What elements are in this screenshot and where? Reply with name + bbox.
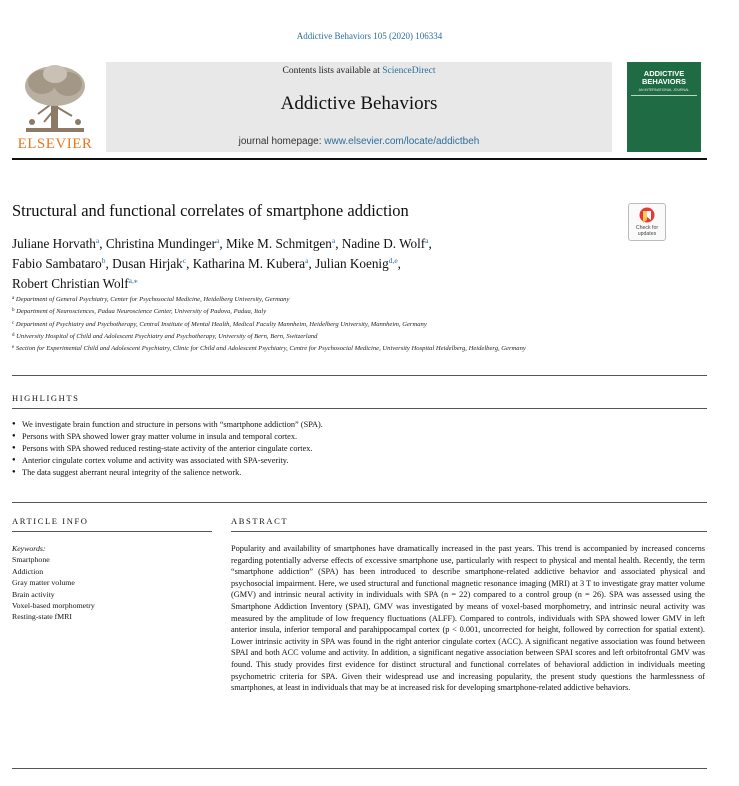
cover-title: [627, 70, 701, 86]
sciencedirect-link[interactable]: ScienceDirect: [382, 66, 436, 76]
author-affil-sup[interactable]: a: [305, 256, 309, 265]
author-name[interactable]: Dusan Hirjak: [112, 256, 183, 271]
highlight-item: ● Persons with SPA showed lower gray matter volume in insula and temporal cortex.: [12, 431, 707, 443]
journal-citation[interactable]: Addictive Behaviors 105 (2020) 106334: [296, 31, 443, 41]
author-name[interactable]: Julian Koenig: [315, 256, 389, 271]
keywords-block: [12, 543, 212, 623]
article-info-heading: ARTICLE INFO: [12, 516, 89, 526]
affiliation-sup: e: [12, 345, 15, 351]
check-for-updates-icon: [639, 207, 655, 224]
author-affil-sup[interactable]: a: [216, 236, 220, 245]
author-name[interactable]: Nadine D. Wolf: [341, 236, 426, 251]
journal-homepage: [106, 136, 612, 147]
abstract-bottom-rule: [12, 768, 707, 769]
affiliation-item: [12, 293, 622, 305]
highlight-item: ● Persons with SPA showed reduced resting-state activity of the anterior cingulate cortex.: [12, 443, 707, 455]
journal-title: Addictive Behaviors: [280, 93, 438, 114]
author-name[interactable]: Christina Mundinger: [105, 236, 217, 251]
elsevier-tree-icon: [18, 62, 92, 134]
affiliation-text: Department of Neurosciences, Padua Neuroscience Center, University of Padova, Padua, Italy: [16, 308, 267, 316]
author-name[interactable]: Katharina M. Kubera: [192, 256, 306, 271]
contents-line: [106, 66, 612, 76]
keywords-label: Keywords:: [12, 544, 46, 553]
affiliation-item: [12, 330, 622, 342]
affiliation-rule: [12, 375, 707, 376]
journal-masthead: [106, 62, 612, 152]
abstract-text: Popularity and availability of smartphones have dramatically increased in the past years. This trend is accompanied by increased concerns regarding potentially adverse effects of excessive smartphone use, particularly with respect to physical and mental health. Recently, the term “smartphone addiction” (SPA) has been introduced to describe smartphone-related addictive behavior and associated physical and psychosocial impairment. Here, we used structural and functional magnetic resonance imaging (MRI) at 3 T to investigate gray matter volume (GMV) and intrinsic neural activity in individuals with SPA (n = 22) compared to a control group (n = 26). SPA was assessed using the Smartphone Addiction Inventory (SPAI), GMV was investigated by means of voxel-based morphometry, and intrinsic neural activity was measured by the amplitude of low frequency fluctuations (ALFF). Compared to controls, individuals with SPA showed lower GMV in left anterior insula, inferior temporal and parahippocampal cortex (p < 0.001, uncorrected for height, followed by correction for spatial extent). Lower intrinsic activity in SPA was found in the right anterior cingulate cortex (ACC). A significant negative association was found between SPAI and both ACC volume and activity. In addition, a significant negative association between SPAI scores and left orbitofrontal GMV was found. This study provides first evidence for distinct structural and functional correlates of behavioral addiction in individuals meeting psychometric criteria for SPA. Given their widespread use and increasing popularity, the present study questions the harmlessness of smartphones, at least in individuals that may be at increased risk for developing smartphone-related addictive behaviors.: [231, 544, 705, 693]
article-info-rule: [12, 531, 212, 532]
affiliation-item: [12, 342, 622, 354]
check-for-updates-button[interactable]: [628, 203, 666, 241]
homepage-link[interactable]: www.elsevier.com/locate/addictbeh: [324, 136, 480, 147]
elsevier-wordmark: ELSEVIER: [17, 136, 93, 152]
author-name[interactable]: Robert Christian Wolf: [12, 276, 129, 291]
affiliation-item: [12, 305, 622, 317]
check-line1: Check for: [635, 225, 659, 231]
affiliation-sup: a: [12, 296, 15, 301]
affiliation-item: [12, 318, 622, 330]
author-affil-sup[interactable]: d,e: [388, 256, 398, 265]
abstract-heading: ABSTRACT: [231, 516, 289, 526]
author-affil-sup[interactable]: c: [182, 256, 187, 265]
highlight-item: ● The data suggest aberrant neural integrity of the salience network.: [12, 467, 707, 479]
keyword-item: Gray matter volume: [12, 578, 75, 588]
affiliation-sup: b: [12, 308, 15, 314]
affiliation-text: University Hospital of Child and Adolescent Psychiatry and Psychotherapy, University of Bern, Bern, Switzerland: [16, 332, 318, 340]
article-title: Structural and functional correlates of smartphone addiction: [12, 201, 409, 220]
highlights-bottom-rule: [12, 502, 707, 503]
keyword-item: Resting-state fMRI: [12, 612, 72, 622]
contents-prefix: Contents lists available at: [282, 66, 383, 76]
author-name[interactable]: Fabio Sambataro: [12, 256, 102, 271]
author-affil-sup[interactable]: a: [425, 236, 429, 245]
cover-title-line2: BEHAVIORS: [641, 77, 687, 86]
keyword-item: Brain activity: [12, 589, 55, 599]
affiliation-text: Section for Experimental Child and Adolescent Psychiatry, Clinic for Child and Adolescent Psychiatry, Centre for Psychosocial Medicine, University Hospital Heidelberg, Heidelberg, Germany: [15, 345, 526, 353]
journal-cover[interactable]: [627, 62, 701, 152]
check-line2: updates: [637, 230, 657, 237]
cover-divider: [631, 95, 697, 96]
author-affil-sup[interactable]: a,⁎: [128, 276, 138, 285]
highlights-list: [12, 419, 707, 479]
highlights-heading: HIGHLIGHTS: [12, 393, 80, 403]
abstract-rule: [231, 531, 707, 532]
author-list: Juliane Horvath$^a$, Christina Mundinger$^a$, Mike M. Schmitgen$^a$, Nadine D. Wolf$^a$, Fabio Sambataro$^b$, Dusan Hirjak$^c$, Katharina M. Kubera$^a$, Julian Koenig$^{d,e}$, Robert Christian Wolf$^{a,⁎}$: [12, 236, 432, 291]
homepage-prefix: journal homepage:: [238, 136, 325, 147]
affiliation-sup: c: [12, 320, 15, 326]
author-affil-sup[interactable]: b: [101, 256, 106, 265]
keyword-item: Smartphone: [12, 555, 50, 565]
highlight-item: ● Anterior cingulate cortex volume and activity was associated with SPA-severity.: [12, 455, 707, 467]
author-name[interactable]: Mike M. Schmitgen: [226, 236, 332, 251]
highlight-item: ● We investigate brain function and structure in persons with “smartphone addiction” (SPA).: [12, 419, 707, 431]
cover-title-line1: ADDICTIVE: [643, 69, 685, 78]
highlights-rule: [12, 408, 707, 409]
affiliation-sup: d: [12, 332, 15, 338]
keyword-item: Voxel-based morphometry: [12, 601, 95, 611]
check-for-updates-label: [629, 226, 665, 237]
cover-subtitle: AN INTERNATIONAL JOURNAL: [638, 88, 690, 92]
author-affil-sup[interactable]: a: [331, 236, 336, 245]
masthead-rule: [12, 158, 707, 160]
author-affil-sup[interactable]: a: [95, 236, 100, 245]
affiliation-text: Department of Psychiatry and Psychotherapy, Central Institute of Mental Health, Medical Faculty Mannheim, Heidelberg University, Mannheim, Germany: [15, 320, 427, 328]
author-name[interactable]: Juliane Horvath: [12, 236, 96, 251]
keyword-item: Addiction: [12, 566, 44, 576]
affiliation-list: [12, 293, 622, 354]
affiliation-text: Department of General Psychiatry, Center for Psychosocial Medicine, Heidelberg University, Germany: [15, 296, 290, 303]
elsevier-logo[interactable]: [12, 62, 98, 152]
